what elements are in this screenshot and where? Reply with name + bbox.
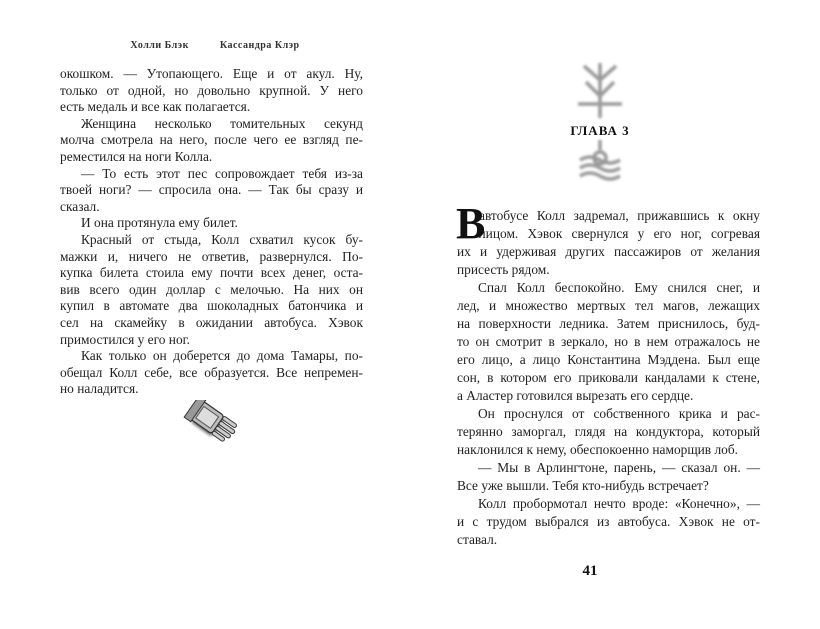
drop-cap: В — [456, 199, 486, 248]
chapter-rune-ornament-icon — [570, 58, 630, 183]
text-line: его лицо, а лицо Константина Мэддена. Был еще — [457, 352, 760, 367]
text-line: терянно заморгал, глядя на кондуктора, который — [457, 424, 760, 439]
text-line: Женщина несколько томительных секунд — [81, 115, 363, 131]
right-page-text — [456, 199, 760, 549]
text-line: окошком. — Утопающего. Еще и от акул. Ну, — [60, 66, 363, 81]
text-line: лицом. Хэвок свернулся у его ног, согревая — [479, 226, 760, 241]
text-line: на поверхности ледника. Затем приснилось, буд- — [457, 316, 760, 331]
page-number: 41 — [582, 563, 598, 579]
text-line: автобусе Колл задремал, прижавшись к окну — [479, 208, 760, 223]
text-line: лед, и множество мертвых тел магов, лежащих — [457, 298, 760, 313]
text-line: примостился у его ног. — [60, 331, 191, 347]
text-line: твоей ноги? — спросила она. — Так бы сразу и — [60, 182, 363, 198]
text-line: сказал. — [60, 198, 100, 214]
text-line: есть медаль и все как полагается. — [60, 99, 251, 115]
text-line: И она протянула ему билет. — [81, 215, 238, 231]
text-line: и с трудом выбрался из автобуса. Хэвок не от- — [457, 514, 760, 529]
left-page-text — [60, 66, 363, 398]
text-line: ставал. — [457, 532, 498, 547]
header-author-2: Кассандра Клэр — [219, 40, 300, 51]
text-line: но наладится. — [60, 381, 139, 397]
text-line: только от одной, но довольно крупной. У него — [60, 82, 363, 98]
header-author-1: Холли Блэк — [130, 40, 189, 51]
text-line: мажки и, ничего не ответив, развернулся. По- — [60, 248, 363, 264]
text-line: вив всего один доллар с мелочью. На них он — [60, 281, 363, 297]
text-line: купил в автомате два шоколадных батончика и — [60, 298, 363, 314]
text-line: молча смотрела на него, после чего ее взгляд пе- — [60, 132, 363, 148]
text-line: Как только он доберется до дома Тамары, по- — [81, 348, 363, 364]
text-line: реместился на ноги Колла. — [60, 148, 213, 164]
text-line: их и удерживая других пассажиров от желания — [457, 244, 760, 259]
text-line: то он смотрит в зеркало, но в нем отражалось не — [457, 334, 760, 349]
text-line: а Аластер готовился вырезать его сердце. — [457, 388, 694, 403]
text-line: наклонился к нему, обеспокоенно наморщив лоб. — [457, 442, 739, 457]
text-line: — Мы в Арлингтоне, парень, — сказал он. — — [478, 460, 760, 475]
text-line: Спал Колл беспокойно. Ему снился снег, и — [478, 280, 760, 295]
text-line: Колл пробормотал нечто вроде: «Конечно», — — [478, 496, 760, 511]
text-line: Красный от стыда, Колл схватил кусок бу- — [81, 231, 363, 247]
text-line: купка билета стоила ему почти всех денег, оста- — [60, 265, 363, 281]
text-line: — То есть этот пес сопровождает тебя из-за — [81, 165, 363, 181]
text-line: обещал Колл себе, все образуется. Все непремен- — [60, 364, 363, 380]
text-line: сон, в котором его приковали кандалами к стене, — [457, 370, 760, 385]
gauntlet-illustration-icon — [178, 400, 248, 460]
text-line: Он проснулся от собственного крика и рас- — [478, 406, 760, 421]
text-line: Все уже вышли. Тебя кто-нибудь встречает? — [457, 478, 709, 493]
text-line: сел на скамейку в ожидании автобуса. Хэвок — [60, 314, 363, 330]
text-line: присесть рядом. — [457, 262, 550, 277]
running-header — [0, 40, 430, 51]
chapter-title: ГЛАВА 3 — [570, 123, 630, 138]
